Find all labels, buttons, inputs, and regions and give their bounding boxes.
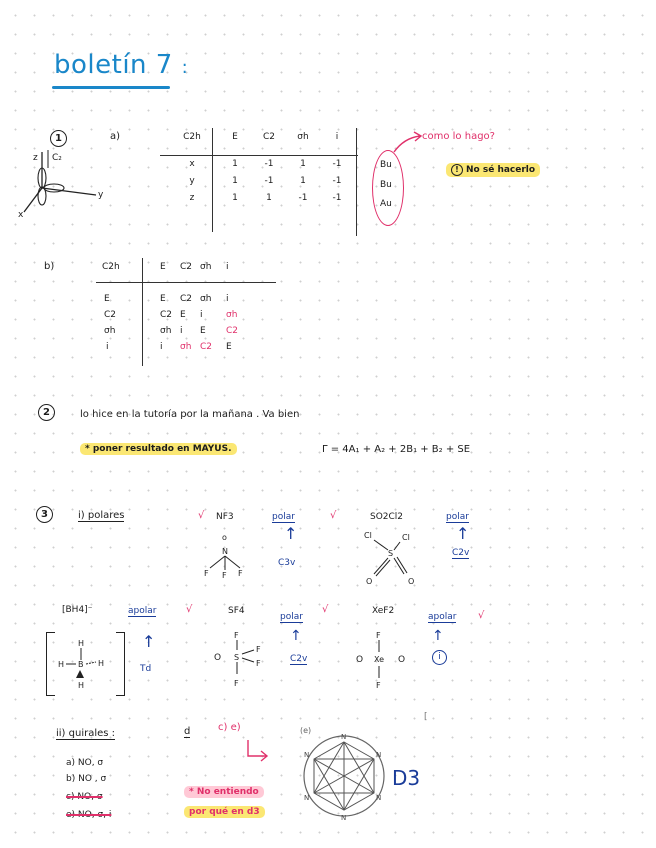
table-b-row-header: i xyxy=(106,342,109,352)
inversion-center-symbol: i xyxy=(432,650,447,665)
table-b-cell: C2 xyxy=(180,294,193,304)
table-b-cell: E xyxy=(180,310,186,320)
table-cell: 1 xyxy=(232,175,238,186)
table-row xyxy=(166,189,354,206)
check-mark: √ xyxy=(478,610,485,621)
ex2-result: Γ = 4A₁ + A₂ + 2B₁ + B₂ + SE xyxy=(322,444,471,455)
table-a-header: σh xyxy=(297,131,309,142)
exercise-2-number: 2 xyxy=(38,404,55,421)
table-cell: 1 xyxy=(232,192,238,203)
table-b-cell: C2 xyxy=(160,310,173,320)
table-cell: -1 xyxy=(264,158,274,169)
dipole-arrow-icon: ↑ xyxy=(284,524,298,543)
table-cell: -1 xyxy=(332,175,342,186)
table-b-cell: σh xyxy=(226,310,238,320)
character-table-a xyxy=(166,128,354,206)
stray-mark: [ xyxy=(424,712,428,722)
molecule-bh4-name: [BH4]⁻ xyxy=(62,605,93,615)
table-cell: 1 xyxy=(300,175,306,186)
exercise-1-number: 1 xyxy=(50,130,67,147)
svg-text:F: F xyxy=(256,645,261,654)
svg-text:O: O xyxy=(408,577,415,586)
table-b-cell: σh xyxy=(160,326,172,336)
molecule-xef2-name: XeF2 xyxy=(372,606,395,616)
polarity-label: polar xyxy=(280,612,303,622)
atom-label: N xyxy=(341,733,347,741)
table-b-vline xyxy=(142,258,143,366)
molecule-sf4-name: SF4 xyxy=(228,606,245,616)
table-b-cell: i xyxy=(180,326,183,336)
table-b-cell: C2 xyxy=(226,326,239,336)
check-mark: √ xyxy=(330,510,337,521)
ex3-part-ii-label: ii) quirales : xyxy=(56,728,116,739)
polarity-label: apolar xyxy=(128,606,157,616)
table-cell: -1 xyxy=(298,192,308,203)
svg-text:Cl: Cl xyxy=(402,533,410,542)
table-b-cell: σh xyxy=(180,342,192,352)
svg-text:Cl: Cl xyxy=(364,531,372,540)
table-a-header: C2 xyxy=(262,131,275,142)
svg-text:F: F xyxy=(376,681,381,690)
xef2-structure-sketch xyxy=(354,628,424,692)
table-a-header: i xyxy=(335,131,339,142)
axis-z-label: z xyxy=(33,153,38,163)
svg-text:F: F xyxy=(234,679,239,688)
atom-label: N xyxy=(304,751,310,759)
figure-label: (e) xyxy=(300,726,312,735)
pink-note-line2: por qué en d3 xyxy=(184,806,265,818)
ex2-highlight-note: * poner resultado en MAYUS. xyxy=(80,443,237,455)
check-mark: √ xyxy=(198,510,205,521)
molecule-so2cl2-name: SO2Cl2 xyxy=(370,512,404,522)
svg-text:B: B xyxy=(78,660,84,669)
row-label: z xyxy=(189,192,195,203)
table-a-vline-left xyxy=(212,128,213,232)
svg-text:H: H xyxy=(58,660,65,669)
table-a-header: C2h xyxy=(183,131,201,142)
option-item: c) NO, σ xyxy=(66,792,103,802)
dipole-arrow-icon: ↑ xyxy=(456,524,470,543)
down-right-arrow-icon xyxy=(244,738,274,764)
irrep-label: Bu xyxy=(380,180,392,190)
svg-text:O: O xyxy=(214,653,222,663)
polarity-label: polar xyxy=(446,512,469,522)
svg-text:F: F xyxy=(238,569,243,578)
svg-text:Xe: Xe xyxy=(374,655,385,664)
sf4-structure-sketch xyxy=(212,628,282,692)
chiral-answer: d xyxy=(184,726,191,737)
irrep-label: Au xyxy=(380,199,392,209)
polarity-label: polar xyxy=(272,512,295,522)
dipole-arrow-icon: ↑ xyxy=(290,628,302,644)
polarity-label: apolar xyxy=(428,612,457,622)
svg-text:O: O xyxy=(398,655,406,665)
option-item: a) NO, σ xyxy=(66,758,104,768)
so2cl2-structure-sketch xyxy=(362,526,422,586)
table-b-col-header: C2 xyxy=(180,262,193,272)
table-cell: -1 xyxy=(332,192,342,203)
right-bracket xyxy=(116,632,125,696)
table-b-cell: C2 xyxy=(200,342,213,352)
svg-text:O: O xyxy=(366,577,373,586)
svg-text:S: S xyxy=(388,549,394,558)
ex1-part-a-label: a) xyxy=(110,131,121,142)
table-cell: -1 xyxy=(264,175,274,186)
table-b-col-header: σh xyxy=(200,262,212,272)
row-label: x xyxy=(189,158,195,169)
table-b-cell: σh xyxy=(200,294,212,304)
table-b-cell: i xyxy=(200,310,203,320)
table-row xyxy=(166,172,354,189)
point-group-label: Td xyxy=(140,664,152,674)
note-text: No sé hacerlo xyxy=(466,165,536,175)
table-a-vline-right xyxy=(356,128,357,236)
option-item: b) NO , σ xyxy=(66,774,107,784)
table-b-corner: C2h xyxy=(102,262,120,272)
ex2-text: lo hice en la tutoría por la mañana . Va bien xyxy=(80,409,300,420)
table-b-cell: i xyxy=(160,342,163,352)
check-mark: √ xyxy=(322,604,329,615)
svg-text:F: F xyxy=(222,571,227,580)
dipole-arrow-icon: ↑ xyxy=(432,628,444,644)
table-b-hline xyxy=(96,282,276,283)
table-b-col-header: i xyxy=(226,262,229,272)
left-bracket xyxy=(46,632,55,696)
title-underline xyxy=(52,86,170,89)
svg-text:F: F xyxy=(204,569,209,578)
table-cell: 1 xyxy=(300,158,306,169)
question-note: como lo hago? xyxy=(422,131,495,142)
svg-text:S: S xyxy=(234,653,240,662)
table-b-row-header: E xyxy=(104,294,110,304)
arrow-icon xyxy=(390,128,426,156)
atom-label: N xyxy=(376,794,382,802)
table-b-row-header: C2 xyxy=(104,310,117,320)
atom-label: N xyxy=(376,751,382,759)
svg-text:H: H xyxy=(78,681,85,690)
svg-text:H: H xyxy=(78,639,85,648)
nf3-structure-sketch xyxy=(200,530,250,580)
point-group-d3: D3 xyxy=(392,766,421,790)
bh4-structure-sketch xyxy=(56,636,116,692)
row-label: y xyxy=(189,175,195,186)
alert-icon: ! xyxy=(451,164,463,176)
table-b-cell: E xyxy=(160,294,166,304)
pink-note-line1: * No entiendo xyxy=(184,786,264,798)
d3-structure-diagram xyxy=(296,720,392,830)
table-cell: 1 xyxy=(232,158,238,169)
option-item: e) NO, σ, i xyxy=(66,810,112,820)
table-b-cell: E xyxy=(226,342,232,352)
axis-c2-label: C₂ xyxy=(52,153,62,163)
svg-text:H: H xyxy=(98,659,105,668)
svg-text:F: F xyxy=(234,631,239,640)
table-a-header: E xyxy=(232,131,238,142)
dipole-arrow-icon: ↑ xyxy=(142,632,156,651)
table-b-col-header: E xyxy=(160,262,166,272)
axis-y-label: y xyxy=(98,190,104,200)
table-b-row-header: σh xyxy=(104,326,116,336)
point-group-label: C3v xyxy=(278,558,296,568)
page-title: boletín 7 : xyxy=(54,50,189,80)
irrep-label: Bu xyxy=(380,160,392,170)
svg-text:F: F xyxy=(256,659,261,668)
table-cell: -1 xyxy=(332,158,342,169)
svg-text:N: N xyxy=(222,547,228,556)
ex3-part-i-label: i) polares xyxy=(78,510,125,521)
atom-label: N xyxy=(341,814,347,822)
table-row xyxy=(166,155,354,172)
svg-text:F: F xyxy=(376,631,381,640)
point-group-label: C2v xyxy=(290,654,308,664)
axis-x-label: x xyxy=(18,210,24,220)
table-b-cell: E xyxy=(200,326,206,336)
svg-text:O: O xyxy=(356,655,364,665)
check-mark: √ xyxy=(186,604,193,615)
exercise-3-number: 3 xyxy=(36,506,53,523)
highlight-note xyxy=(446,163,540,177)
table-a-hline xyxy=(160,155,358,156)
table-cell: 1 xyxy=(266,192,272,203)
point-group-label: C2v xyxy=(452,548,470,558)
chiral-answer-extra: c) e) xyxy=(218,722,241,733)
ex1-part-b-label: b) xyxy=(44,261,55,272)
molecule-nf3-name: NF3 xyxy=(216,512,234,522)
svg-text:o: o xyxy=(222,533,227,542)
table-b-cell: i xyxy=(226,294,229,304)
atom-label: N xyxy=(304,794,310,802)
